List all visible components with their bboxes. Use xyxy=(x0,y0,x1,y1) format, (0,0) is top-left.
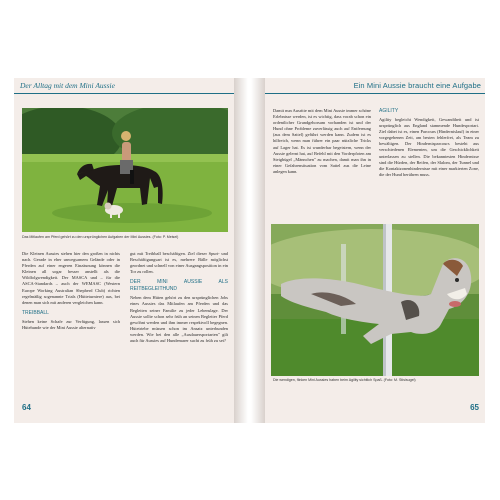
reitbegleithund-heading: DER MINI AUSSIE ALS REITBEGLEITHUND xyxy=(130,279,228,293)
left-photo-caption: Das Mitlaufen am Pferd gehört zu den ursprünglichen Aufgaben der Mini Aussies. (Foto: P. Meisel) xyxy=(22,235,179,239)
right-page xyxy=(265,78,485,423)
agility-dog-photo xyxy=(271,224,479,376)
right-col1-paragraph-1: Damit nun Ausritte mit dem Mini Aussie immer schöne Erlebnisse werden, ist es wichtig, dass vorab schon ein ordentlicher Grundgehorsam vorhanden ist und der Hund ohne Probleme zuverlässig auch auf Entfernung (aus dem Sattel) geführt werden kann. Zudem ist es hilfreich, wenn man führer ein paar nützliche Tricks auf Lager hat. Es ist wunderbar begeistern, wenn der Aussie gelernt hat, auf Befehl mit den Vorderpfoten am Steigbügel „Männchen" zu machen, damit man ihn in einer Gefahrensituation vom Sattel aus die Leine anlegen kann. xyxy=(273,108,371,174)
left-col1-paragraph-1: Die Kleinen Aussies stehen hier den großen in nichts nach. Gerade in eher unwegsamem Gelände oder in Pferden auf einer engeren Einzäunung können die Kleinen all sogar besser anstellt als die Wildfolgwendigkeit. Der MASCA und – für die ASCA-Standards – auch der WEMASC (Western Europe Working Australian Shepherd Club) richten regelmäßig sogenannte Trials (Hütteturniere) aus, bei denen man sich mit anderen vergleichen kann. xyxy=(22,251,120,305)
right-col2-paragraph-1: Agility begleicht Wendigkeit, Gewandtheit und ist ursprünglich aus England stammende Hundesportart. Ziel dabei ist es, einen Parcours (Hindernislauf) in einer vorgegebenen Zeit, am besten fehlerfrei, als Team zu bewältigen. Der Hindernisparcours besteht aus verschiedenen Elementen, um die Geschicklichkeit unterlassen zu stellen. Die bekanntesten Hindernisse sind die Hürden, der Reifen, der Slalom, der Tunnel und die Kontaktzonenhindernisse mit einer markierten Zone, die der Hund berühren muss. xyxy=(379,117,479,177)
left-col2-paragraph-2: Neben dem Hüten gehört zu den ursprünglichen Jobs eines Aussies das Mitlaufen am Pferden und das Begleiten seiner Familie zu jeder Lebenslage. Der Aussie sollte schon sehr früh an seinen Begleiter Pferd gewöhnt werden und ihm immer respektvoll begegnen. Hütetriebe müssen schon im Ansatz unterbunden werden. Wie bei den alle „Ausdauersportarten" gilt auch für Aussies auf Hundemarer sucht zu früh zu sei? xyxy=(130,295,228,344)
agility-dog-photo-image xyxy=(271,224,479,376)
horse-rider-photo-image xyxy=(22,108,228,232)
left-running-head: Der Alltag mit dem Mini Aussie xyxy=(14,78,234,94)
left-column-2 xyxy=(130,251,228,346)
treibball-heading: TREIBBALL xyxy=(22,309,49,316)
left-col2-paragraph-1: gut mit Treibball beschäftigen. Ziel dieser Spurt- und Beschäftigungsart ist es, mehrere Bälle möglichst geordnet und schnell von einer Ausgangsposition in ein Tor zu rollen. xyxy=(130,251,228,275)
right-running-head: Ein Mini Aussie braucht eine Aufgabe xyxy=(265,78,485,94)
page-number-left: 64 xyxy=(22,403,31,412)
left-page xyxy=(14,78,234,423)
page-number-right: 65 xyxy=(470,403,479,412)
book-gutter xyxy=(234,78,265,423)
right-column-2 xyxy=(379,108,479,180)
left-col1-paragraph-2: Stehen keine Schafe zur Verfügung, lassen sich Hütehunde wie der Mini Aussie alternativ xyxy=(22,318,120,330)
horse-rider-photo xyxy=(22,108,228,232)
right-photo-caption: Die wendigen, flinken Mini Aussies haben beim Agility sichtlich Spaß. (Foto: M. Stisisugel) xyxy=(273,378,416,382)
right-column-1 xyxy=(273,108,371,177)
agility-heading: AGILITY xyxy=(379,108,399,114)
left-column-1 xyxy=(22,251,120,333)
